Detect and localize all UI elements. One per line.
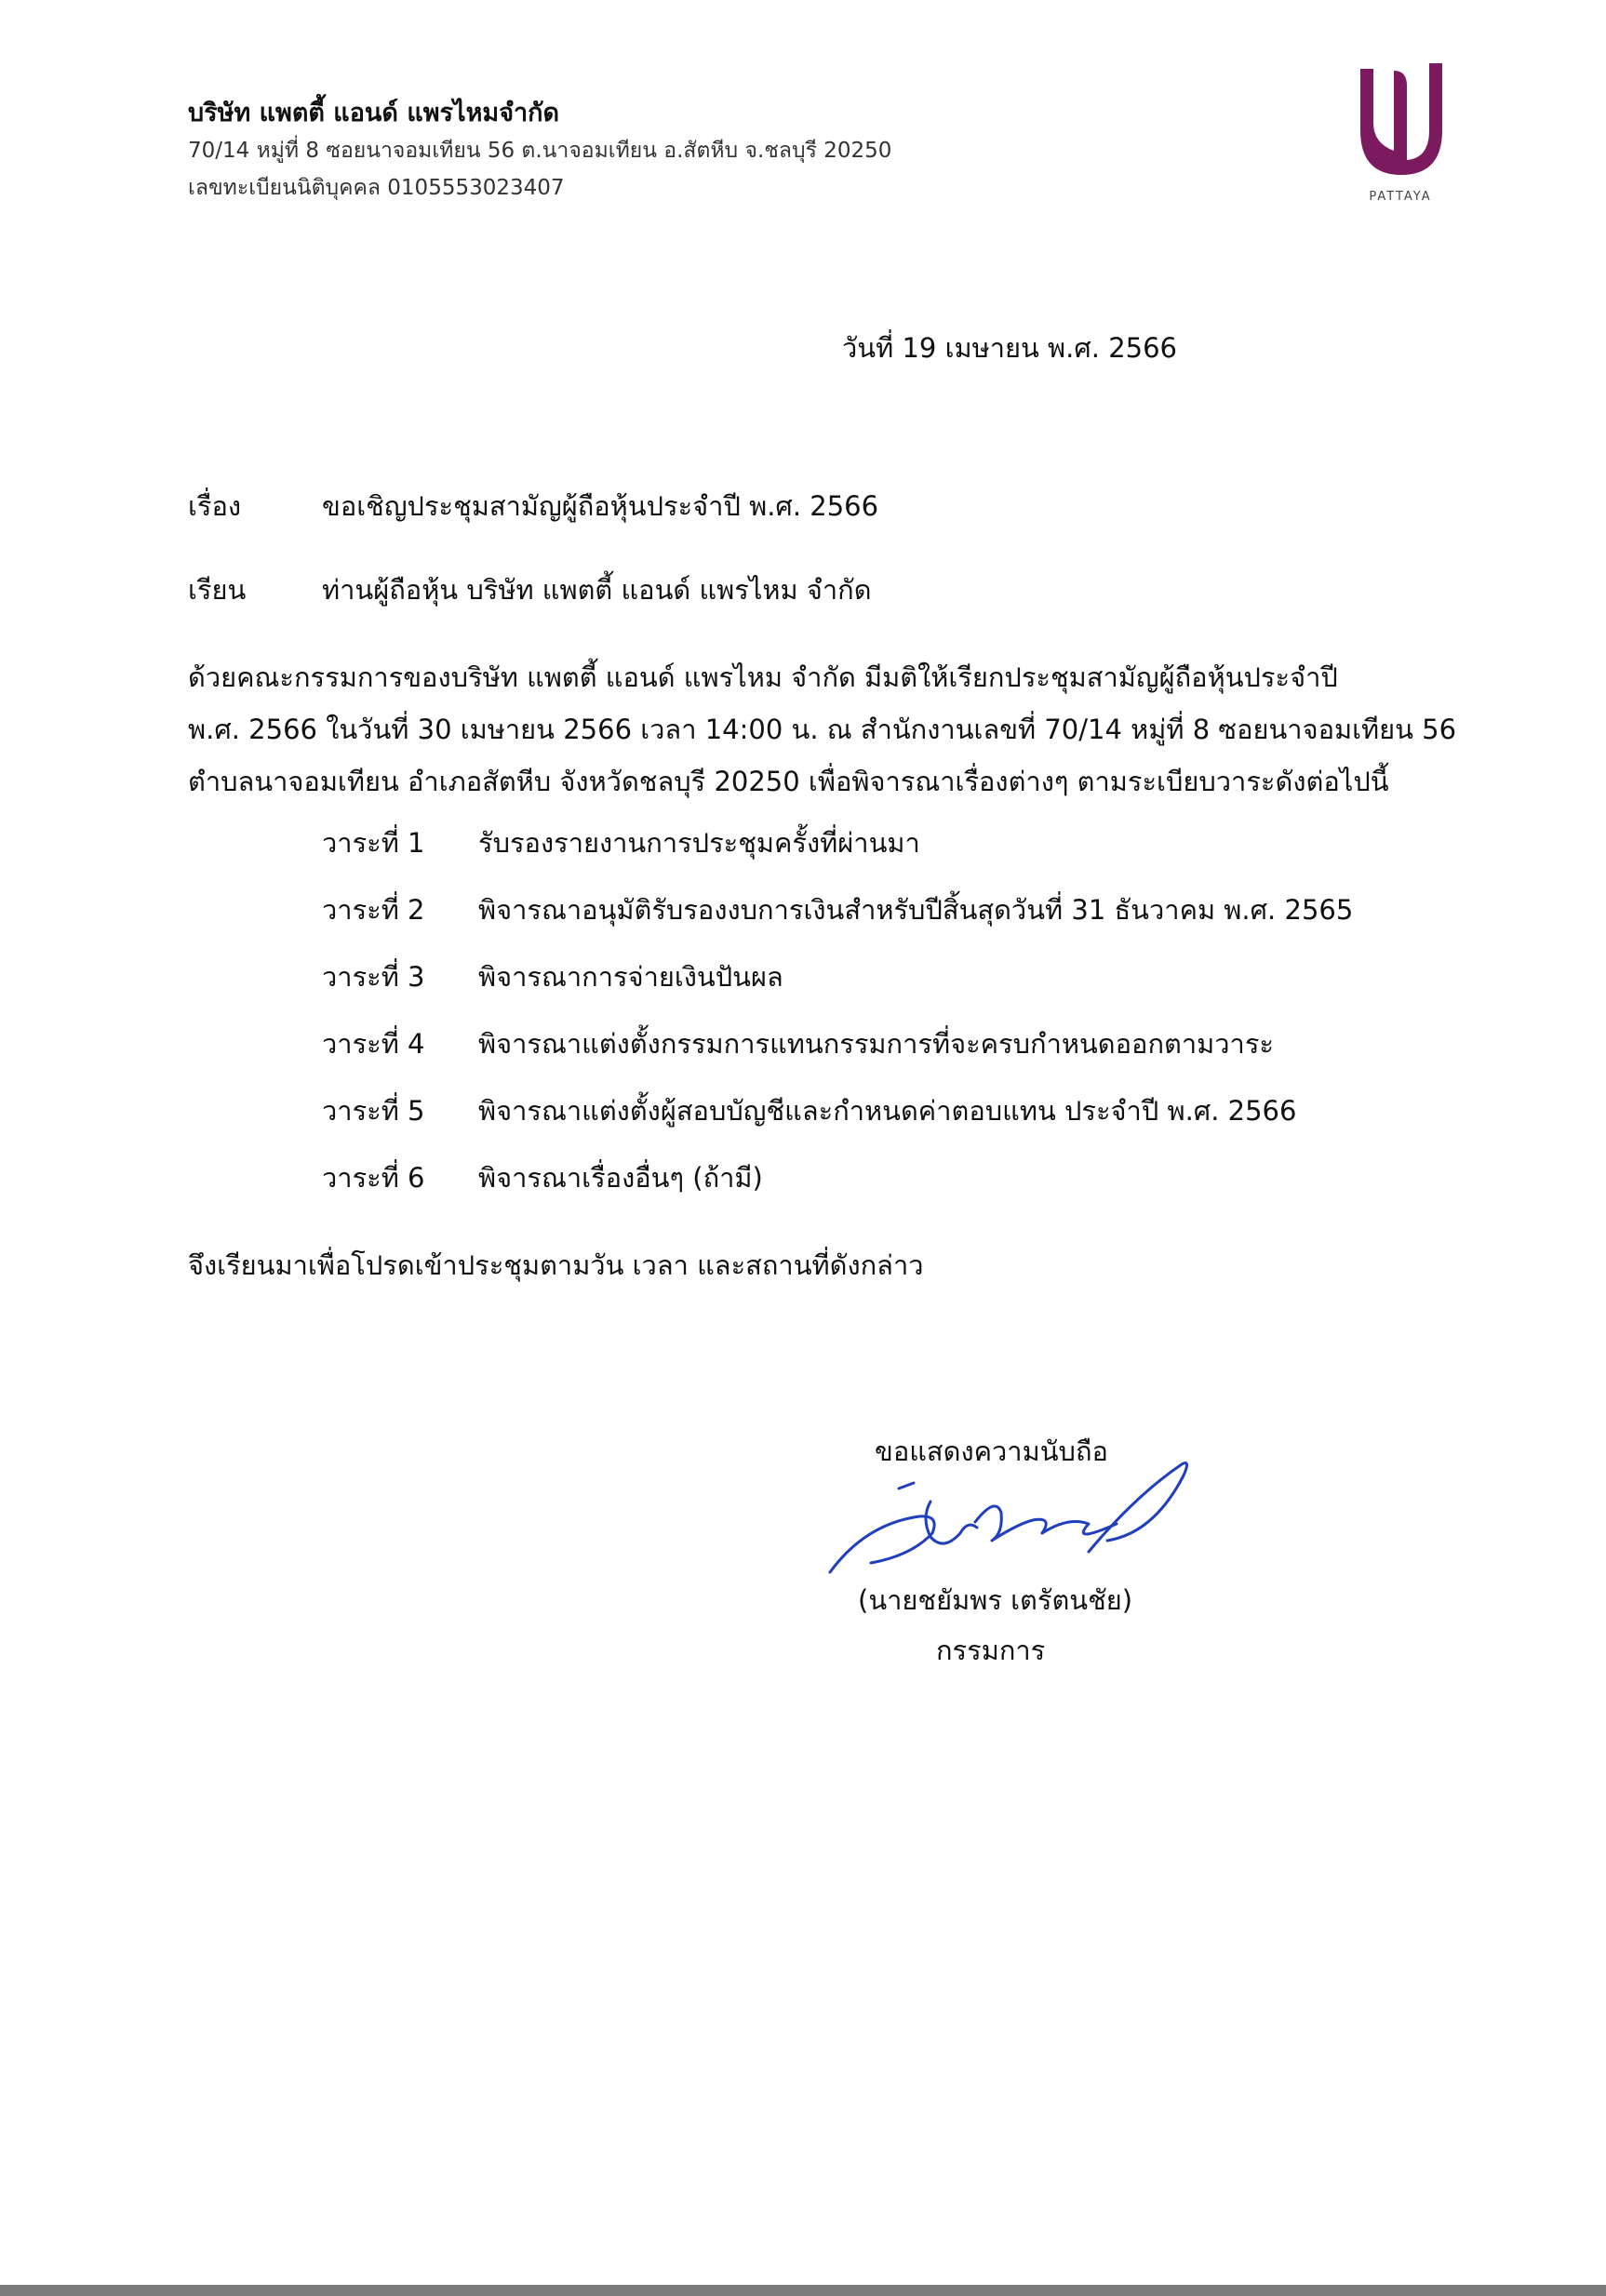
- company-logo: [1349, 58, 1452, 207]
- company-registration: เลขทะเบียนนิติบุคคล 0105553023407: [188, 176, 565, 200]
- body-line: ด้วยคณะกรรมการของบริษัท แพตตี้ แอนด์ แพรไหม จำกัด มีมติให้เรียกประชุมสามัญผู้ถือหุ้นประจำปี: [188, 661, 1338, 693]
- recipient-text: ท่านผู้ถือหุ้น บริษัท แพตตี้ แอนด์ แพรไหม จำกัด: [322, 574, 872, 606]
- agenda-text: พิจารณาการจ่ายเงินปันผล: [478, 961, 783, 993]
- agenda-number: วาระที่ 6: [322, 1162, 425, 1194]
- agenda-number: วาระที่ 2: [322, 894, 425, 926]
- signature-regards: ขอแสดงความนับถือ: [875, 1435, 1108, 1467]
- subject-label: เรื่อง: [188, 490, 242, 522]
- body-line: ตำบลนาจอมเทียน อำเภอสัตหีบ จังหวัดชลบุรี 20250 เพื่อพิจารณาเรื่องต่างๆ ตามระเบียบวาระดังต่อไปนี้: [188, 766, 1389, 797]
- agenda-item: [322, 1023, 1353, 1090]
- agenda-number: วาระที่ 1: [322, 827, 425, 859]
- agenda-item: [322, 822, 1353, 889]
- body-line: พ.ศ. 2566 ในวันที่ 30 เมษายน 2566 เวลา 14:00 น. ณ สำนักงานเลขที่ 70/14 หมู่ที่ 8 ซอยนาจอมเทียน 56: [188, 714, 1457, 745]
- agenda-number: วาระที่ 5: [322, 1095, 425, 1127]
- company-address: 70/14 หมู่ที่ 8 ซอยนาจอมเทียน 56 ต.นาจอมเทียน อ.สัตหีบ จ.ชลบุรี 20250: [188, 139, 892, 163]
- agenda-number: วาระที่ 4: [322, 1028, 425, 1060]
- closing-sentence: จึงเรียนมาเพื่อโปรดเข้าประชุมตามวัน เวลา และสถานที่ดังกล่าว: [188, 1249, 924, 1281]
- agenda-list: [322, 822, 1353, 1224]
- signatory-name: (นายชยัมพร เตรัตนชัย): [858, 1584, 1133, 1616]
- signatory-title: กรรมการ: [936, 1635, 1046, 1666]
- agenda-item: [322, 1090, 1353, 1157]
- logo-caption: PATTAYA: [1369, 190, 1432, 204]
- agenda-item: [322, 1157, 1353, 1224]
- agenda-item: [322, 956, 1353, 1023]
- agenda-number: วาระที่ 3: [322, 961, 425, 993]
- handwritten-signature: [810, 1459, 1191, 1598]
- body-paragraph: [188, 651, 1457, 808]
- agenda-text: พิจารณาเรื่องอื่นๆ (ถ้ามี): [478, 1162, 763, 1194]
- subject-text: ขอเชิญประชุมสามัญผู้ถือหุ้นประจำปี พ.ศ. 2566: [322, 490, 879, 522]
- agenda-text: พิจารณาแต่งตั้งกรรมการแทนกรรมการที่จะครบกำหนดออกตามวาระ: [478, 1028, 1274, 1060]
- recipient-label: เรียน: [188, 574, 247, 606]
- agenda-text: รับรองรายงานการประชุมครั้งที่ผ่านมา: [478, 827, 920, 859]
- agenda-text: พิจารณาอนุมัติรับรองงบการเงินสำหรับปีสิ้นสุดวันที่ 31 ธันวาคม พ.ศ. 2565: [478, 894, 1354, 926]
- letter-date: วันที่ 19 เมษายน พ.ศ. 2566: [842, 332, 1178, 364]
- agenda-text: พิจารณาแต่งตั้งผู้สอบบัญชีและกำหนดค่าตอบแทน ประจำปี พ.ศ. 2566: [478, 1095, 1297, 1127]
- agenda-item: [322, 889, 1353, 956]
- u-logo-icon: [1349, 58, 1452, 188]
- page-bottom-edge: [0, 2285, 1606, 2296]
- company-name: บริษัท แพตตี้ แอนด์ แพรไหมจำกัด: [188, 99, 560, 127]
- letterhead: [188, 95, 891, 207]
